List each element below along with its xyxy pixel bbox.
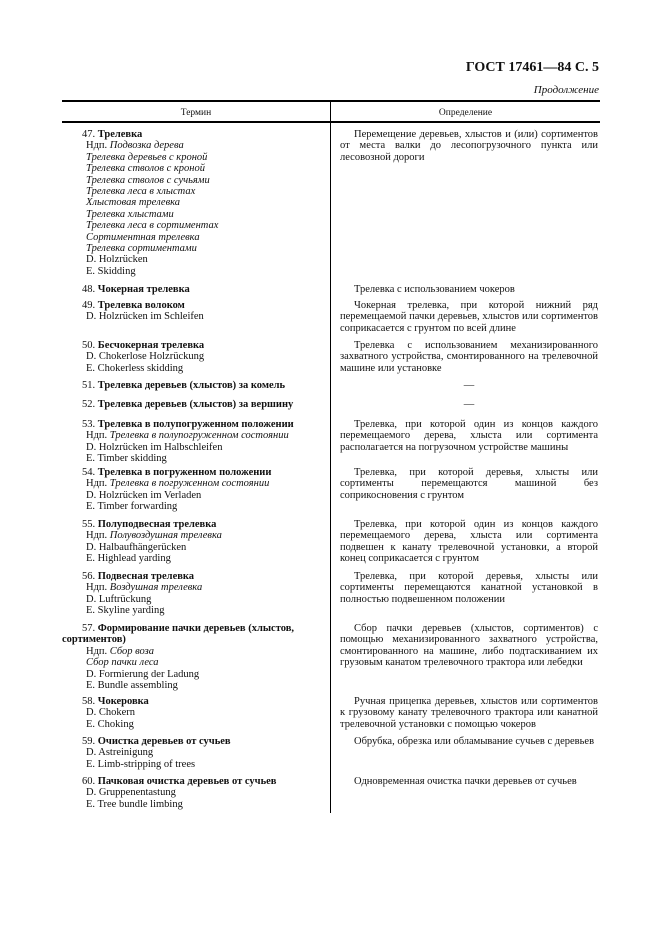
term-prefix: E. Timber skidding	[86, 453, 167, 465]
term-synonym-line	[86, 351, 327, 362]
term-prefix: D. Holzrücken	[86, 254, 148, 266]
term-italic: Трелевка леса в хлыстах	[86, 186, 196, 198]
term-entry	[62, 284, 327, 295]
term-name: Чокеровка	[97, 696, 149, 707]
term-prefix: D. Chokerlose Holzrückung	[86, 351, 205, 363]
term-prefix: E. Choking	[86, 718, 134, 730]
column-divider	[330, 101, 331, 813]
term-prefix: E. Timber forwarding	[86, 501, 178, 513]
term-entry	[62, 300, 327, 323]
column-header-definition: Определение	[438, 108, 493, 118]
term-number: 58.	[82, 696, 96, 707]
term-synonym-line	[86, 719, 327, 730]
term-definition: Трелевка с использованием чокеров	[354, 284, 515, 295]
term-name: Трелевка в погруженном положении	[97, 467, 272, 478]
term-synonym-line	[86, 453, 327, 464]
term-synonym-line	[86, 186, 327, 197]
term-synonym-line	[86, 605, 327, 616]
term-name: Трелевка волоком	[97, 300, 185, 311]
term-definition: Трелевка, при которой один из концов каждого перемещаемого дерева, хлыста или сортимента подвешен к канату трелевочной установки, а второй конец соприкасается с грунтом	[340, 519, 598, 565]
term-definition: Перемещение деревьев, хлыстов и (или) сортиментов от места валки до лесопогрузочного пункта или лесовозной дороги	[340, 129, 598, 163]
term-synonym-line	[86, 232, 327, 243]
table-top-rule	[62, 100, 600, 102]
term-entry	[62, 380, 327, 391]
term-heading	[82, 340, 327, 351]
term-synonym-line	[86, 197, 327, 208]
term-synonym-line	[86, 430, 327, 441]
term-heading	[82, 129, 327, 140]
term-synonym-line	[86, 594, 327, 605]
term-synonym-line	[86, 140, 327, 151]
term-number: 60.	[82, 776, 96, 787]
term-number: 53.	[82, 419, 96, 430]
term-name: Полуподвесная трелевка	[97, 519, 217, 530]
term-heading	[82, 519, 327, 530]
standard-page-header: ГОСТ 17461—84 С. 5	[465, 60, 599, 75]
term-italic: Воздушная трелевка	[109, 582, 203, 594]
term-synonym-line	[86, 680, 327, 691]
term-italic: Сбор пачки леса	[86, 657, 159, 669]
term-heading	[82, 284, 327, 295]
term-synonym-line	[86, 363, 327, 374]
term-synonym-line	[86, 243, 327, 254]
term-name: Пачковая очистка деревьев от сучьев	[97, 776, 277, 787]
term-number: 57.	[82, 623, 96, 634]
column-header-term: Термин	[180, 108, 212, 118]
term-prefix: D. Halbaufhängerücken	[86, 541, 187, 553]
term-italic: Трелевка стволов с сучьями	[86, 174, 210, 186]
term-entry	[62, 571, 327, 617]
term-name: Трелевка	[97, 129, 143, 140]
term-name: Трелевка деревьев (хлыстов) за комель	[97, 380, 286, 391]
term-synonym-line	[86, 442, 327, 453]
term-prefix: D. Formierung der Ladung	[86, 668, 200, 680]
term-heading	[82, 399, 327, 410]
term-number: 50.	[82, 340, 96, 351]
term-heading	[82, 696, 327, 707]
term-synonym-line	[86, 266, 327, 277]
term-prefix: D. Holzrücken im Schleifen	[86, 311, 204, 323]
term-synonym-line	[86, 669, 327, 680]
term-definition: Одновременная очистка пачки деревьев от сучьев	[354, 776, 577, 787]
term-definition: Трелевка с использованием механизированного захватного устройства, смонтированного на трелевочной машине или установке	[340, 340, 598, 374]
term-name: Трелевка деревьев (хлыстов) за вершину	[97, 399, 294, 410]
term-prefix: Ндп.	[86, 140, 110, 152]
header-bottom-rule	[62, 121, 600, 123]
term-prefix: Ндп.	[86, 582, 110, 594]
term-prefix: E. Chokerless skidding	[86, 362, 184, 374]
term-definition: Трелевка, при которой деревья, хлысты или сортименты перемещаются машиной без соприкосновения с грунтом	[340, 467, 598, 501]
term-heading	[62, 623, 327, 646]
term-synonym-line	[86, 163, 327, 174]
term-synonym-line	[86, 657, 327, 668]
term-synonym-line	[86, 501, 327, 512]
term-heading	[82, 467, 327, 478]
term-name: Формирование пачки деревьев (хлыстов, сортиментов)	[62, 623, 295, 646]
term-italic: Сортиментная трелевка	[86, 231, 200, 243]
term-synonym-line	[86, 747, 327, 758]
term-heading	[82, 300, 327, 311]
term-italic: Сбор воза	[109, 645, 155, 657]
term-name: Подвесная трелевка	[97, 571, 195, 582]
term-entry	[62, 399, 327, 410]
term-number: 54.	[82, 467, 96, 478]
term-number: 56.	[82, 571, 96, 582]
term-synonym-line	[86, 799, 327, 810]
term-number: 49.	[82, 300, 96, 311]
term-entry	[62, 623, 327, 691]
term-synonym-line	[86, 152, 327, 163]
term-italic: Трелевка в погруженном состоянии	[109, 478, 270, 490]
term-prefix: D. Holzrücken im Halbschleifen	[86, 441, 223, 453]
term-name: Чокерная трелевка	[97, 284, 190, 295]
term-synonym-line	[86, 254, 327, 265]
term-synonym-line	[86, 707, 327, 718]
term-definition: —	[463, 380, 475, 391]
term-italic: Трелевка деревьев с кроной	[86, 151, 208, 163]
term-entry	[62, 467, 327, 513]
term-definition: Трелевка, при которой деревья, хлысты или сортименты перемещаются канатной установкой в полностью подвешенном положении	[340, 571, 598, 605]
continuation-label: Продолжение	[533, 84, 599, 96]
term-prefix: D. Gruppenentastung	[86, 787, 176, 799]
term-prefix: E. Limb-stripping of trees	[86, 758, 196, 770]
term-heading	[82, 571, 327, 582]
term-italic: Трелевка сортиментами	[86, 243, 197, 255]
term-number: 55.	[82, 519, 96, 530]
term-italic: Трелевка стволов с кроной	[86, 163, 206, 175]
term-prefix: D. Luftrückung	[86, 593, 152, 605]
term-definition: Сбор пачки деревьев (хлыстов, сортиментов) с помощью механизированного захватного устройства, смонтированного на машине, либо подтаскиванием их грузовым канатом трелевочного трактора или лебедки	[340, 623, 598, 669]
term-entry	[62, 419, 327, 465]
term-italic: Трелевка в полупогруженном состоянии	[109, 430, 289, 442]
term-synonym-line	[86, 478, 327, 489]
term-definition: Обрубка, обрезка или обламывание сучьев с деревьев	[354, 736, 595, 747]
term-entry	[62, 129, 327, 277]
term-heading	[82, 419, 327, 430]
term-synonym-line	[86, 530, 327, 541]
term-synonym-line	[86, 759, 327, 770]
term-entry	[62, 696, 327, 730]
term-name: Очистка деревьев от сучьев	[97, 736, 231, 747]
term-definition: Чокерная трелевка, при которой нижний ряд перемещаемой пачки деревьев, хлыстов или сортиментов соприкасается с грунтом по всей длине	[340, 300, 598, 334]
term-prefix: D. Astreinigung	[86, 747, 154, 759]
term-italic: Полувоздушная трелевка	[109, 530, 222, 542]
term-number: 48.	[82, 284, 96, 295]
term-synonym-line	[86, 311, 327, 322]
term-synonym-line	[86, 553, 327, 564]
term-prefix: E. Bundle assembling	[86, 680, 178, 692]
term-synonym-line	[86, 209, 327, 220]
term-number: 47.	[82, 129, 96, 140]
term-italic: Трелевка леса в сортиментах	[86, 220, 219, 232]
term-prefix: E. Tree bundle limbing	[86, 798, 183, 810]
term-synonym-line	[86, 542, 327, 553]
term-name: Бесчокерная трелевка	[97, 340, 205, 351]
term-italic: Хлыстовая трелевка	[86, 197, 181, 209]
term-definition: —	[463, 399, 475, 410]
term-italic: Подвозка дерева	[109, 140, 184, 152]
term-synonym-line	[86, 582, 327, 593]
term-entry	[62, 776, 327, 810]
term-prefix: Ндп.	[86, 478, 110, 490]
term-definition: Трелевка, при которой один из концов каждого перемещаемого дерева, хлыста или сортимента располагается на погрузочном устройстве машины	[340, 419, 598, 453]
term-entry	[62, 519, 327, 565]
term-prefix: Ндп.	[86, 430, 110, 442]
term-heading	[82, 776, 327, 787]
term-heading	[82, 380, 327, 391]
term-prefix: E. Highlead yarding	[86, 553, 171, 565]
term-synonym-line	[86, 175, 327, 186]
term-italic: Трелевка хлыстами	[86, 208, 174, 220]
term-prefix: E. Skidding	[86, 265, 136, 277]
term-synonym-line	[86, 646, 327, 657]
term-number: 51.	[82, 380, 96, 391]
term-prefix: Ндп.	[86, 645, 110, 657]
term-synonym-line	[86, 490, 327, 501]
term-name: Трелевка в полупогруженном положении	[97, 419, 294, 430]
term-definition: Ручная прицепка деревьев, хлыстов или сортиментов к грузовому канату трелевочного трактора или канатной трелевочной установки с помощью чокеров	[340, 696, 598, 730]
term-synonym-line	[86, 787, 327, 798]
term-prefix: D. Chokern	[86, 707, 135, 719]
term-number: 52.	[82, 399, 96, 410]
term-prefix: E. Skyline yarding	[86, 605, 165, 617]
term-prefix: D. Holzrücken im Verladen	[86, 489, 202, 501]
term-synonym-line	[86, 220, 327, 231]
term-entry	[62, 736, 327, 770]
term-number: 59.	[82, 736, 96, 747]
term-heading	[82, 736, 327, 747]
term-entry	[62, 340, 327, 374]
term-prefix: Ндп.	[86, 530, 110, 542]
